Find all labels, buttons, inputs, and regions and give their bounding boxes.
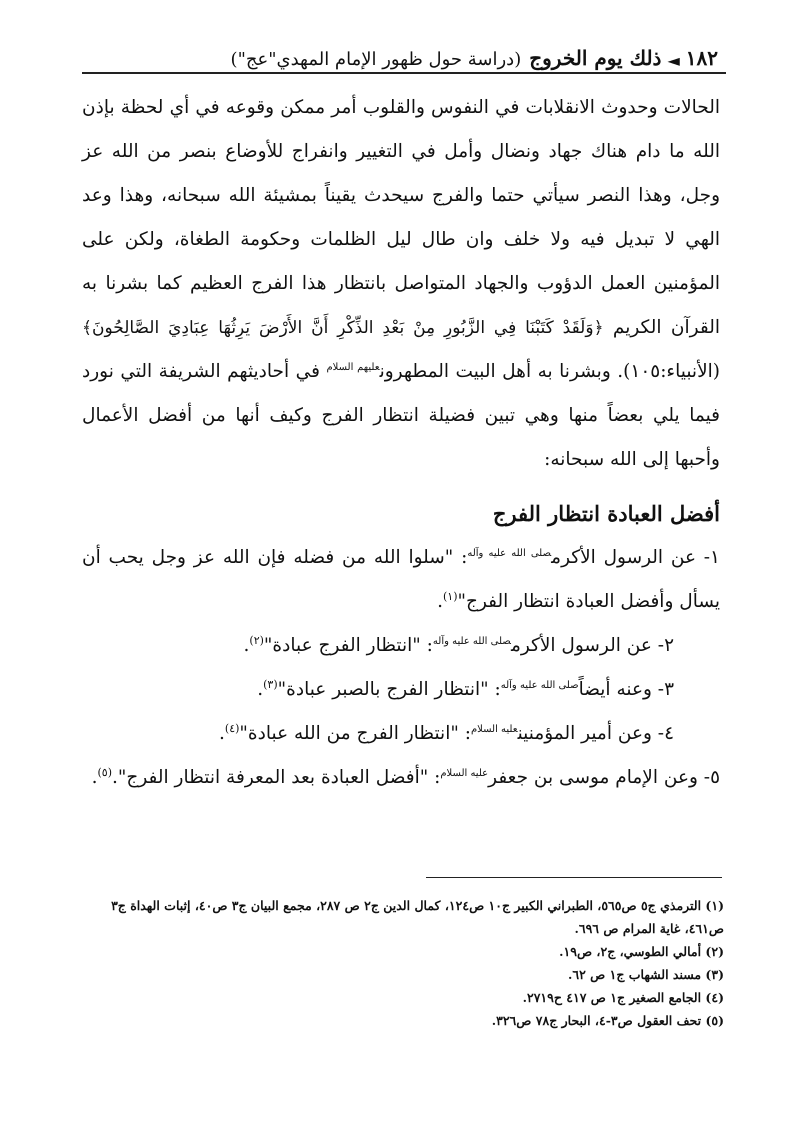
- footnote-ref: (١): [442, 589, 458, 603]
- hadith-narrator: ٤- وعن أمير المؤمنين: [517, 723, 674, 744]
- footnote-divider: [426, 877, 722, 878]
- hadith-text: : "انتظار الفرج بالصبر عبادة": [277, 679, 501, 700]
- hadith-item-2: ٢- عن الرسول الأكرم$^{صلى الله عليه وآله}$: "انتظار الفرج عبادة"$^{(٢)}$.: [243, 633, 674, 656]
- honorific-imam: عليه السلام: [440, 767, 489, 779]
- hadith-narrator: ٣- وعنه أيضاً: [578, 679, 674, 700]
- honorific-prophet: صلى الله عليه وآله: [432, 635, 511, 647]
- hadith-item-5: ٥- وعن الإمام موسى بن جعفر$^{عليه السلام}$: "أفضل العبادة بعد المعرفة انتظار الفرج".$^{(٥)}$.: [91, 765, 720, 788]
- honorific-imams: عليهم السلام: [326, 361, 380, 373]
- running-header: [82, 30, 718, 70]
- paragraph-end-2: في أحاديثهم الشريفة التي نورد فيما يلي بعضاً منها وهي تبين فضيلة انتظار الفرج وكيف أنها من أفضل الأعمال وأحبها إلى الله سبحانه:: [82, 361, 720, 470]
- footnotes: [78, 894, 724, 1032]
- footnote-4: (٤) الجامع الصغير ج١ ص ٤١٧ ح٢٧١٩.: [522, 990, 724, 1005]
- footnote-2: (٢) أمالي الطوسي، ج٢، ص١٩.: [559, 944, 724, 959]
- hadith-narrator: ٢- عن الرسول الأكرم: [510, 635, 674, 656]
- hadith-narrator: ١- عن الرسول الأكرم: [551, 547, 720, 568]
- hadith-text: : "انتظار الفرج عبادة": [263, 635, 433, 656]
- hadith-text: : "أفضل العبادة بعد المعرفة انتظار الفرج".: [112, 767, 441, 788]
- hadith-text: : "سلوا الله من فضله فإن الله عز وجل يحب أن يسأل وأفضل العبادة انتظار الفرج": [82, 547, 720, 612]
- hadith-item-3: ٣- وعنه أيضاً$^{صلى الله عليه وآله}$: "انتظار الفرج بالصبر عبادة"$^{(٣)}$.: [257, 677, 674, 700]
- hadith-text: : "انتظار الفرج من الله عبادة": [239, 723, 471, 744]
- section-heading: أفضل العبادة انتظار الفرج: [492, 501, 720, 526]
- hadith-item-1: ١- عن الرسول الأكرم$^{صلى الله عليه وآله}$: "سلوا الله من فضله فإن الله عز وجل يحب أن يسأل وأفضل العبادة انتظار الفرج"$^{(١)}$.: [82, 547, 720, 612]
- hadith-narrator: ٥- وعن الإمام موسى بن جعفر: [488, 767, 720, 788]
- main-text: [82, 86, 720, 800]
- page-number: ١٨٢: [685, 46, 718, 70]
- footnote-ref: (٢): [249, 633, 264, 647]
- footnote-ref: (٤): [224, 721, 240, 735]
- quran-reference: (الأنبياء:١٠٥).: [617, 361, 720, 382]
- header-divider: [82, 72, 726, 74]
- footnote-1: (١) الترمذي ج٥ ص٥٦٥، الطبراني الكبير ج١٠ ص١٢٤، كمال الدين ج٢ ص ٢٨٧، مجمع البيان ج٣ ص٤٠، إثبات الهداة ج٣ ص٤٦١، غاية المرام ص ٦٩٦.: [111, 898, 724, 936]
- footnote-ref: (٥): [97, 765, 112, 779]
- footnote-3: (٣) مسند الشهاب ج١ ص ٦٢.: [568, 967, 724, 982]
- book-subtitle: (دراسة حول ظهور الإمام المهدي"عج"): [230, 49, 522, 70]
- footnote-5: (٥) تحف العقول ص٣-٤، البحار ج٧٨ ص٣٢٦.: [491, 1013, 724, 1028]
- arrow-icon: ◄: [667, 51, 680, 70]
- honorific-prophet: صلى الله عليه وآله: [500, 679, 579, 691]
- quran-verse: ﴿وَلَقَدْ كَتَبْنَا فِي الزَّبُورِ مِنْ بَعْدِ الذِّكْرِ أَنَّ الأَرْضَ يَرِثُهَا عِبَادِيَ الصَّالِحُونَ﴾: [82, 318, 604, 338]
- footnote-ref: (٣): [263, 677, 278, 691]
- hadith-item-4: ٤- وعن أمير المؤمنين$^{عليه السلام}$: "انتظار الفرج من الله عبادة"$^{(٤)}$.: [219, 721, 674, 744]
- honorific-prophet: صلى الله عليه وآله: [467, 547, 552, 559]
- honorific-imam: عليه السلام: [470, 723, 518, 735]
- book-title: ذلك يوم الخروج: [529, 46, 662, 70]
- paragraph-end: وبشرنا به أهل البيت المطهرون: [379, 361, 611, 382]
- intro-paragraph: [82, 86, 720, 482]
- paragraph-text: الحالات وحدوث الانقلابات في النفوس والقلوب أمر ممكن وقوعه في أي لحظة بإذن الله ما دام هناك جهاد ونضال وأمل في التغيير وانفراج للأوضاع بنصر من الله عز وجل، وهذا النصر سيأتي حتما والفرج سيحدث يقيناً بمشيئة الله سبحانه، وهذا وعد الهي لا تبديل فيه ولا خلف وان طال ليل الظلمات وحكومة الطغاة، ولكن على المؤمنين العمل الدؤوب والجهاد المتواصل بانتظار هذا الفرج العظيم كما بشرنا به القرآن الكريم: [82, 97, 720, 338]
